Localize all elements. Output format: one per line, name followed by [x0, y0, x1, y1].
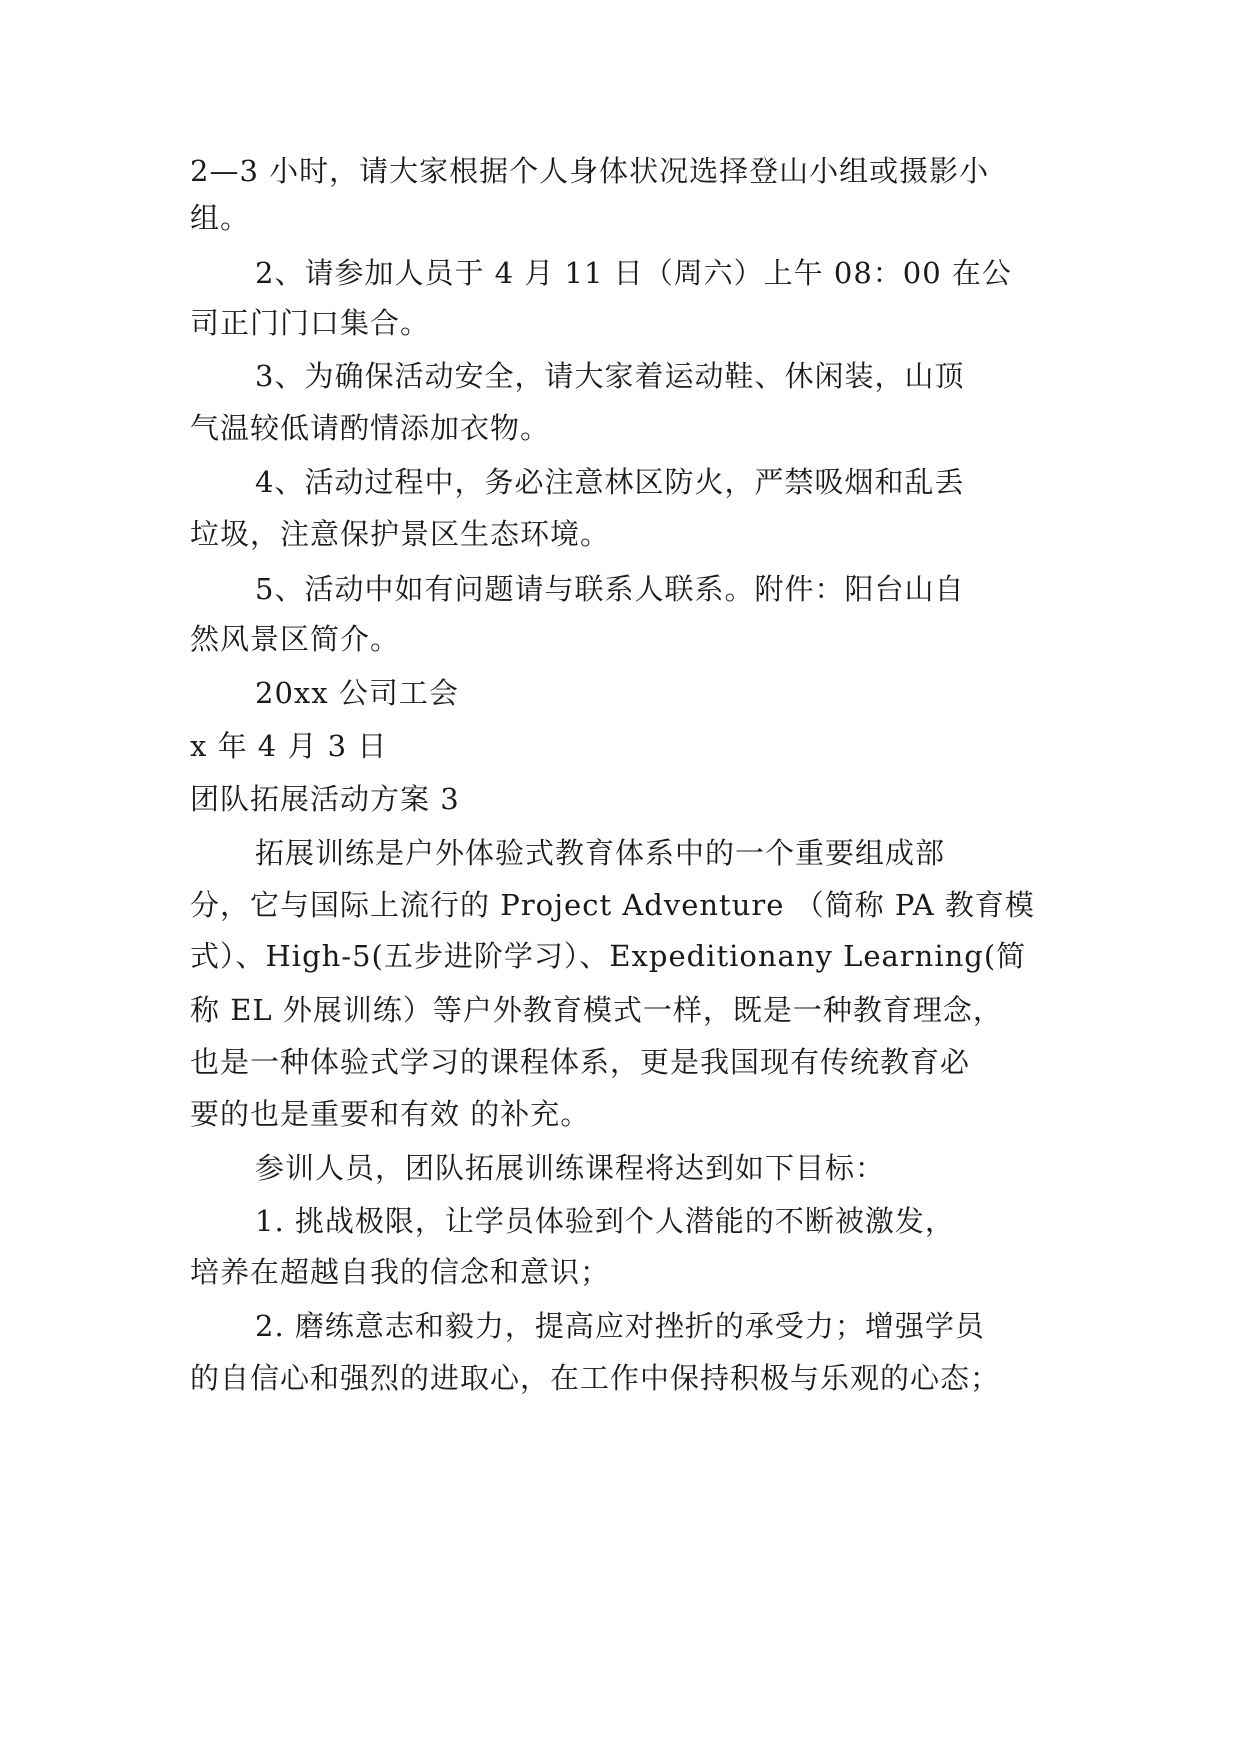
signature-date: x 年 4 月 3 日 [190, 729, 388, 763]
paragraph-line: 也是一种体验式学习的课程体系，更是我国现有传统教育必 [190, 1045, 971, 1079]
section-title: 团队拓展活动方案 3 [190, 782, 460, 816]
paragraph-line: 分，它与国际上流行的 Project Adventure （简称 PA 教育模 [190, 888, 1035, 922]
list-item-line: 3、为确保活动安全，请大家着运动鞋、休闲装，山顶 [255, 359, 965, 393]
list-item-line: 5、活动中如有问题请与联系人联系。附件：阳台山自 [255, 572, 965, 606]
paragraph-line: 培养在超越自我的信念和意识； [190, 1255, 611, 1289]
list-item-line: 4、活动过程中，务必注意林区防火，严禁吸烟和乱丢 [255, 465, 965, 499]
list-item-line: 2、请参加人员于 4 月 11 日（周六）上午 08：00 在公 [255, 256, 1012, 290]
paragraph-line: 参训人员，团队拓展训练课程将达到如下目标： [255, 1151, 886, 1185]
paragraph-line: 2—3 小时，请大家根据个人身体状况选择登山小组或摄影小 [190, 154, 990, 188]
list-item-line: 1. 挑战极限，让学员体验到个人潜能的不断被激发， [255, 1204, 955, 1238]
paragraph-line: 垃圾，注意保护景区生态环境。 [190, 517, 611, 551]
paragraph-line: 拓展训练是户外体验式教育体系中的一个重要组成部 [255, 836, 946, 870]
paragraph-line: 司正门门口集合。 [190, 306, 431, 340]
paragraph-line: 气温较低请酌情添加衣物。 [190, 411, 551, 445]
paragraph-line: 要的也是重要和有效 的补充。 [190, 1097, 591, 1131]
paragraph-line: 然风景区简介。 [190, 622, 401, 656]
signature-org: 20xx 公司工会 [255, 676, 459, 710]
list-item-line: 2. 磨练意志和毅力，提高应对挫折的承受力；增强学员 [255, 1309, 985, 1343]
paragraph-line: 称 EL 外展训练）等户外教育模式一样，既是一种教育理念， [190, 993, 1003, 1027]
paragraph-line: 式）、High-5(五步进阶学习）、Expeditionany Learning(简 [190, 939, 1027, 973]
paragraph-line: 的自信心和强烈的进取心，在工作中保持积极与乐观的心态； [190, 1361, 1001, 1395]
paragraph-line: 组。 [190, 201, 251, 235]
